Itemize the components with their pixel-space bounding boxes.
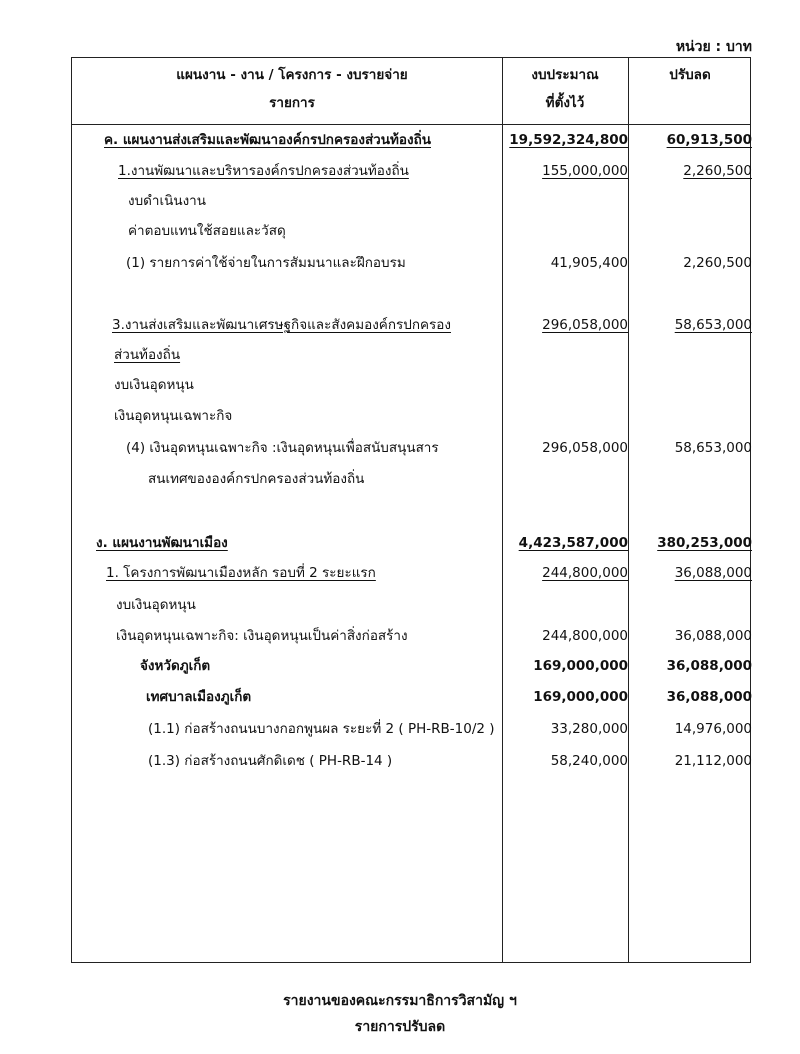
- row-cut: 58,653,000: [674, 317, 752, 333]
- row-text: งบเงินอุดหนุน: [114, 377, 194, 393]
- table-row: [72, 310, 750, 340]
- table-row: [72, 186, 750, 216]
- table-row: [72, 216, 750, 246]
- table-row: [72, 590, 750, 620]
- row-cut: 60,913,500: [666, 132, 752, 148]
- table-row: [72, 433, 750, 463]
- row-text: (1.1) ก่อสร้างถนนบางกอกพูนผล ระยะที่ 2 ( PH-RB-10/2 ): [148, 721, 495, 737]
- row-budget: 4,423,587,000: [518, 535, 628, 551]
- row-text: (4) เงินอุดหนุนเฉพาะกิจ :เงินอุดหนุนเพื่อสนับสนุนสาร: [126, 440, 439, 456]
- row-cut: 36,088,000: [674, 565, 752, 581]
- unit-label: หน่วย : บาท: [675, 39, 752, 55]
- row-text: (1) รายการค่าใช้จ่ายในการสัมมนาและฝึกอบรม: [126, 255, 406, 271]
- row-cut: 14,976,000: [674, 721, 752, 737]
- footer-line1: รายงานของคณะกรรมาธิการวิสามัญ ฯ: [283, 993, 517, 1009]
- row-text: สนเทศขององค์กรปกครองส่วนท้องถิ่น: [148, 471, 365, 487]
- table-row: [72, 746, 750, 776]
- header-col1-line2: รายการ: [269, 95, 315, 111]
- row-cut: 2,260,500: [683, 255, 752, 271]
- table-row: [72, 370, 750, 400]
- row-budget: 155,000,000: [542, 163, 628, 179]
- row-text: เทศบาลเมืองภูเก็ต: [146, 689, 252, 705]
- row-text: ค. แผนงานส่งเสริมและพัฒนาองค์กรปกครองส่วนท้องถิ่น: [104, 132, 431, 148]
- row-text: (1.3) ก่อสร้างถนนศักดิเดช ( PH-RB-14 ): [148, 753, 393, 769]
- row-text: จังหวัดภูเก็ต: [140, 658, 211, 674]
- header-col2-line1: งบประมาณ: [531, 67, 599, 83]
- row-text: งบเงินอุดหนุน: [116, 597, 196, 613]
- row-budget: 33,280,000: [550, 721, 628, 737]
- row-cut: 36,088,000: [666, 689, 752, 705]
- row-text: งบดำเนินงาน: [128, 193, 206, 209]
- table-row: [72, 558, 750, 588]
- row-budget: 58,240,000: [550, 753, 628, 769]
- row-cut: 380,253,000: [657, 535, 752, 551]
- row-cut: 21,112,000: [674, 753, 752, 769]
- row-budget: 296,058,000: [542, 440, 628, 456]
- row-text: 3.งานส่งเสริมและพัฒนาเศรษฐกิจและสังคมองค์กรปกครอง: [112, 317, 451, 333]
- header-col1-line1: แผนงาน - งาน / โครงการ - งบรายจ่าย: [176, 67, 408, 83]
- row-text: ค่าตอบแทนใช้สอยและวัสดุ: [128, 223, 286, 239]
- footer-line2: รายการปรับลด: [354, 1019, 446, 1035]
- row-text: เงินอุดหนุนเฉพาะกิจ: [114, 408, 233, 424]
- header-col3: ปรับลด: [669, 67, 711, 83]
- row-budget: 244,800,000: [542, 565, 628, 581]
- row-text: ส่วนท้องถิ่น: [114, 347, 181, 363]
- table-row: [72, 714, 750, 744]
- table-row: [72, 125, 750, 155]
- table-row: [72, 156, 750, 186]
- header-col2-line2: ที่ตั้งไว้: [545, 95, 585, 111]
- row-text: ง. แผนงานพัฒนาเมือง: [96, 535, 228, 551]
- row-text: เงินอุดหนุนเฉพาะกิจ: เงินอุดหนุนเป็นค่าสิ่งก่อสร้าง: [116, 628, 408, 644]
- row-cut: 58,653,000: [674, 440, 752, 456]
- row-cut: 36,088,000: [674, 628, 752, 644]
- row-budget: 19,592,324,800: [509, 132, 628, 148]
- budget-table: [71, 57, 751, 963]
- table-row: [72, 651, 750, 681]
- table-row: [72, 401, 750, 431]
- table-row: [72, 248, 750, 278]
- row-text: 1. โครงการพัฒนาเมืองหลัก รอบที่ 2 ระยะแรก: [106, 565, 376, 581]
- row-budget: 41,905,400: [550, 255, 628, 271]
- table-row: [72, 621, 750, 651]
- table-row: [72, 464, 750, 494]
- table-row: [72, 528, 750, 558]
- row-budget: 169,000,000: [533, 658, 628, 674]
- row-text: 1.งานพัฒนาและบริหารองค์กรปกครองส่วนท้องถิ่น: [118, 163, 409, 179]
- row-budget: 244,800,000: [542, 628, 628, 644]
- row-budget: 169,000,000: [533, 689, 628, 705]
- row-cut: 2,260,500: [683, 163, 752, 179]
- table-row: [72, 340, 750, 370]
- table-row: [72, 682, 750, 712]
- row-cut: 36,088,000: [666, 658, 752, 674]
- row-budget: 296,058,000: [542, 317, 628, 333]
